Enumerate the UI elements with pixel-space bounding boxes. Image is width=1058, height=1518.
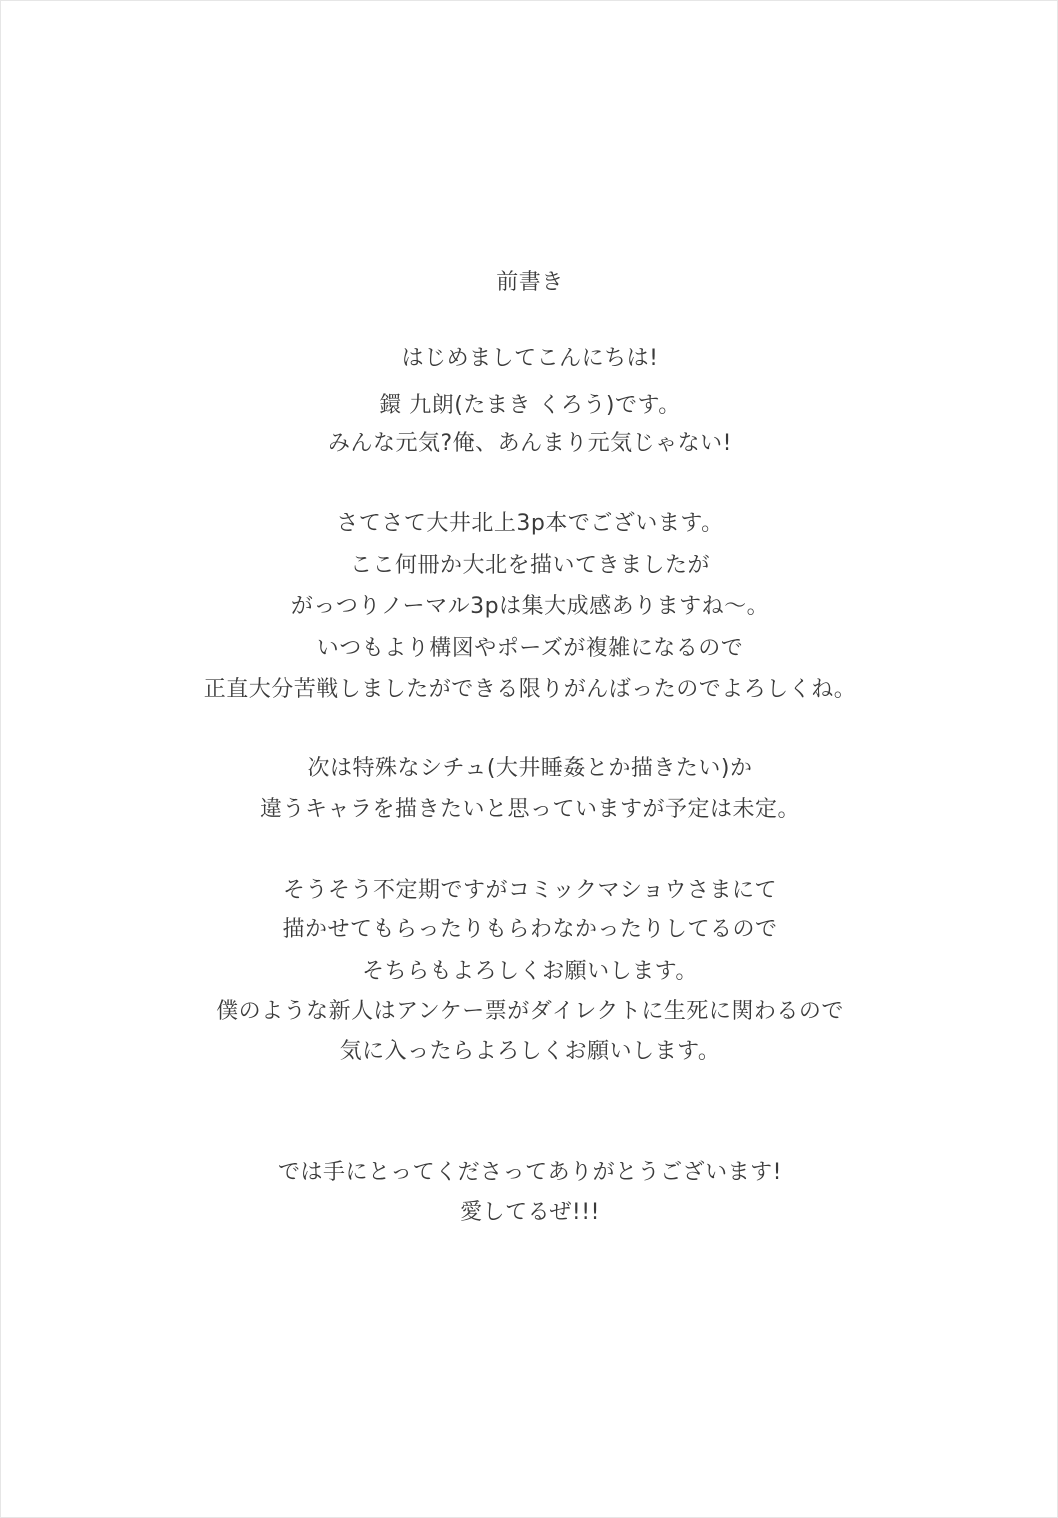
paragraph-4-line-1: そうそう不定期ですがコミックマショウさまにて [282, 878, 778, 903]
paragraph-3-line-1: 次は特殊なシチュ(大井睡姦とか描きたい)か [307, 756, 753, 781]
paragraph-3-line-2: 違うキャラを描きたいと思っていますが予定は未定。 [259, 797, 800, 822]
paragraph-2-line-5: 正直大分苦戦しましたができる限りがんばったのでよろしくね。 [203, 677, 857, 702]
paragraph-2-line-3: がっつりノーマル3pは集大成感ありますね〜。 [290, 594, 770, 619]
page-title: 前書き [496, 270, 564, 295]
paragraph-2-line-1: さてさて大井北上3p本でございます。 [336, 511, 724, 536]
paragraph-1-line-1: はじめましてこんにちは! [401, 346, 659, 371]
paragraph-1-line-3: みんな元気?俺、あんまり元気じゃない! [328, 431, 732, 456]
paragraph-5-line-1: では手にとってくださってありがとうございます! [278, 1160, 782, 1185]
paragraph-5-line-2: 愛してるぜ!!! [460, 1200, 600, 1225]
paragraph-4-line-5: 気に入ったらよろしくお願いします。 [339, 1039, 721, 1064]
paragraph-4-line-3: そちらもよろしくお願いします。 [362, 959, 698, 984]
paragraph-2-line-2: ここ何冊か大北を描いてきましたが [349, 553, 710, 578]
paragraph-4-line-4: 僕のような新人はアンケー票がダイレクトに生死に関わるので [216, 999, 844, 1024]
paragraph-1-line-2: 鐶 九朗(たまき くろう)です。 [379, 393, 681, 418]
paragraph-4-line-2: 描かせてもらったりもらわなかったりしてるので [282, 917, 778, 942]
paragraph-2-line-4: いつもより構図やポーズが複雑になるので [316, 636, 744, 661]
